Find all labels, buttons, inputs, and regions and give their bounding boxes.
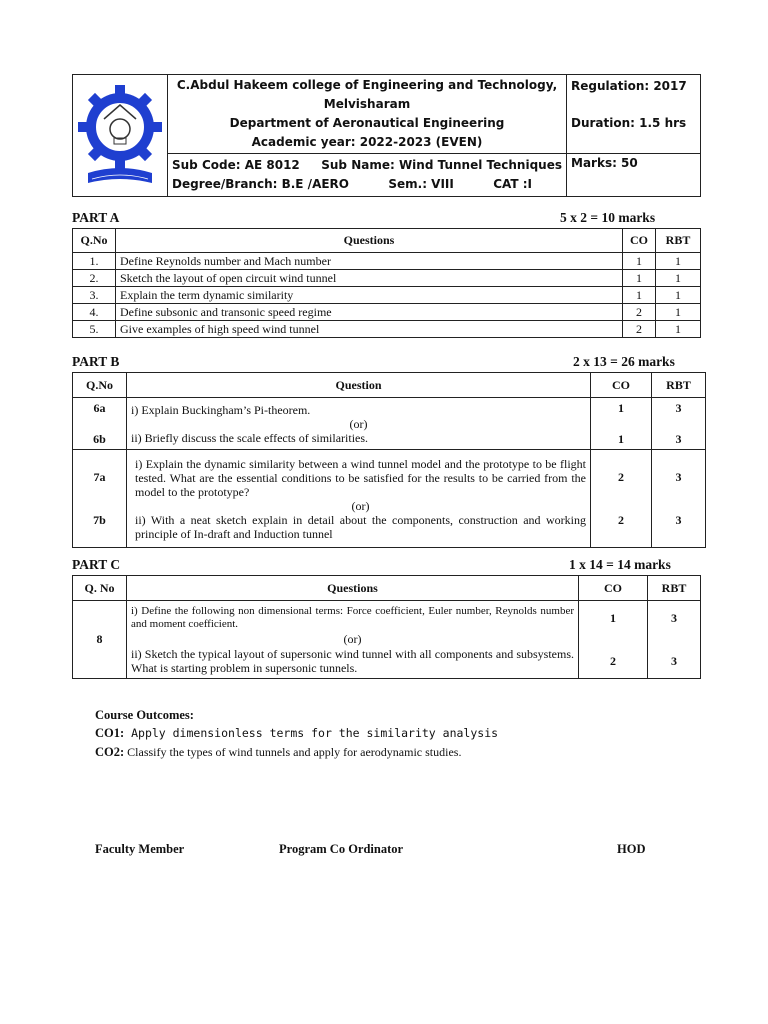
- table-row: 2. Sketch the layout of open circuit wind tunnel 1 1: [73, 270, 701, 287]
- marks-cell: [567, 153, 701, 196]
- col-co: CO: [623, 229, 656, 253]
- regulation: Regulation: 2017: [571, 79, 687, 93]
- part-b-marks: 2 x 13 = 26 marks: [573, 354, 675, 369]
- col-qno: Q.No: [73, 229, 116, 253]
- college-info-cell: [168, 75, 567, 154]
- part-b-table: [72, 372, 706, 548]
- coordinator-signature-label: Program Co Ordinator: [279, 842, 404, 856]
- subject-info-cell: [168, 153, 567, 196]
- co2-line: CO2: Classify the types of wind tunnels and apply for aerodynamic studies.: [95, 745, 462, 759]
- course-outcomes-title: Course Outcomes:: [95, 708, 194, 722]
- sub-name: Sub Name: Wind Tunnel Techniques: [321, 157, 562, 172]
- duration: Duration: 1.5 hrs: [571, 116, 687, 130]
- col-rbt: RBT: [652, 373, 706, 398]
- col-qno: Q. No: [73, 576, 127, 601]
- hod-signature-label: HOD: [617, 842, 646, 856]
- college-name: C.Abdul Hakeem college of Engineering and Technology,: [176, 77, 558, 92]
- academic-year: Academic year: 2022-2023 (EVEN): [251, 134, 483, 149]
- col-co: CO: [579, 576, 648, 601]
- part-a-marks: 5 x 2 = 10 marks: [560, 210, 656, 225]
- col-co: CO: [591, 373, 652, 398]
- part-c-marks: 1 x 14 = 14 marks: [569, 557, 671, 572]
- department-name: Department of Aeronautical Engineering: [229, 115, 505, 130]
- table-row: 4. Define subsonic and transonic speed regime 2 1: [73, 304, 701, 321]
- total-marks: Marks: 50: [571, 155, 638, 170]
- col-questions: Questions: [127, 576, 579, 601]
- table-row: 1. Define Reynolds number and Mach number 1 1: [73, 253, 701, 270]
- part-a-table: [72, 228, 701, 338]
- co1-line: CO1: Apply dimensionless terms for the similarity analysis: [95, 726, 499, 740]
- col-question: Question: [127, 373, 591, 398]
- table-row: 7a 7b i) Explain the dynamic similarity between a wind tunnel model and the prototype to be flight tested. What are the essential conditions to be satisfied for the results to be carried from the model to the prototype? (or) ii) With a neat sketch explain in detail about the components, construction and working principle of In-draft and Induction tunnel 2 2 3 3: [73, 450, 706, 548]
- table-row: 3. Explain the term dynamic similarity 1 1: [73, 287, 701, 304]
- col-questions: Questions: [116, 229, 623, 253]
- col-rbt: RBT: [648, 576, 701, 601]
- college-logo-icon: [74, 75, 166, 193]
- logo-cell: [73, 75, 168, 197]
- table-row: 8 i) Define the following non dimensional terms: Force coefficient, Euler number, Reynolds number and moment coefficient. (or) ii) Sketch the typical layout of supersonic wind tunnel with all components and subsystems. What is starting problem in supersonic tunnels. 1 2 3 3: [73, 601, 701, 679]
- part-b-title: PART B: [72, 354, 120, 369]
- sub-code: Sub Code: AE 8012: [172, 157, 300, 172]
- part-c-table: [72, 575, 701, 679]
- semester: Sem.: VIII: [388, 176, 454, 191]
- table-row: 5. Give examples of high speed wind tunnel 2 1: [73, 321, 701, 338]
- exam-meta-cell: [567, 75, 701, 154]
- degree-branch: Degree/Branch: B.E /AERO: [172, 176, 349, 191]
- cat: CAT :I: [493, 176, 532, 191]
- header-table: [72, 74, 701, 197]
- college-location: Melvisharam: [323, 96, 411, 111]
- part-c-title: PART C: [72, 557, 121, 572]
- col-qno: Q.No: [73, 373, 127, 398]
- table-row: 6a 6b i) Explain Buckingham’s Pi-theorem. (or) ii) Briefly discuss the scale effects of similarities. 1 1 3 3: [73, 398, 706, 450]
- part-a-title: PART A: [72, 210, 120, 225]
- faculty-signature-label: Faculty Member: [95, 842, 185, 856]
- col-rbt: RBT: [656, 229, 701, 253]
